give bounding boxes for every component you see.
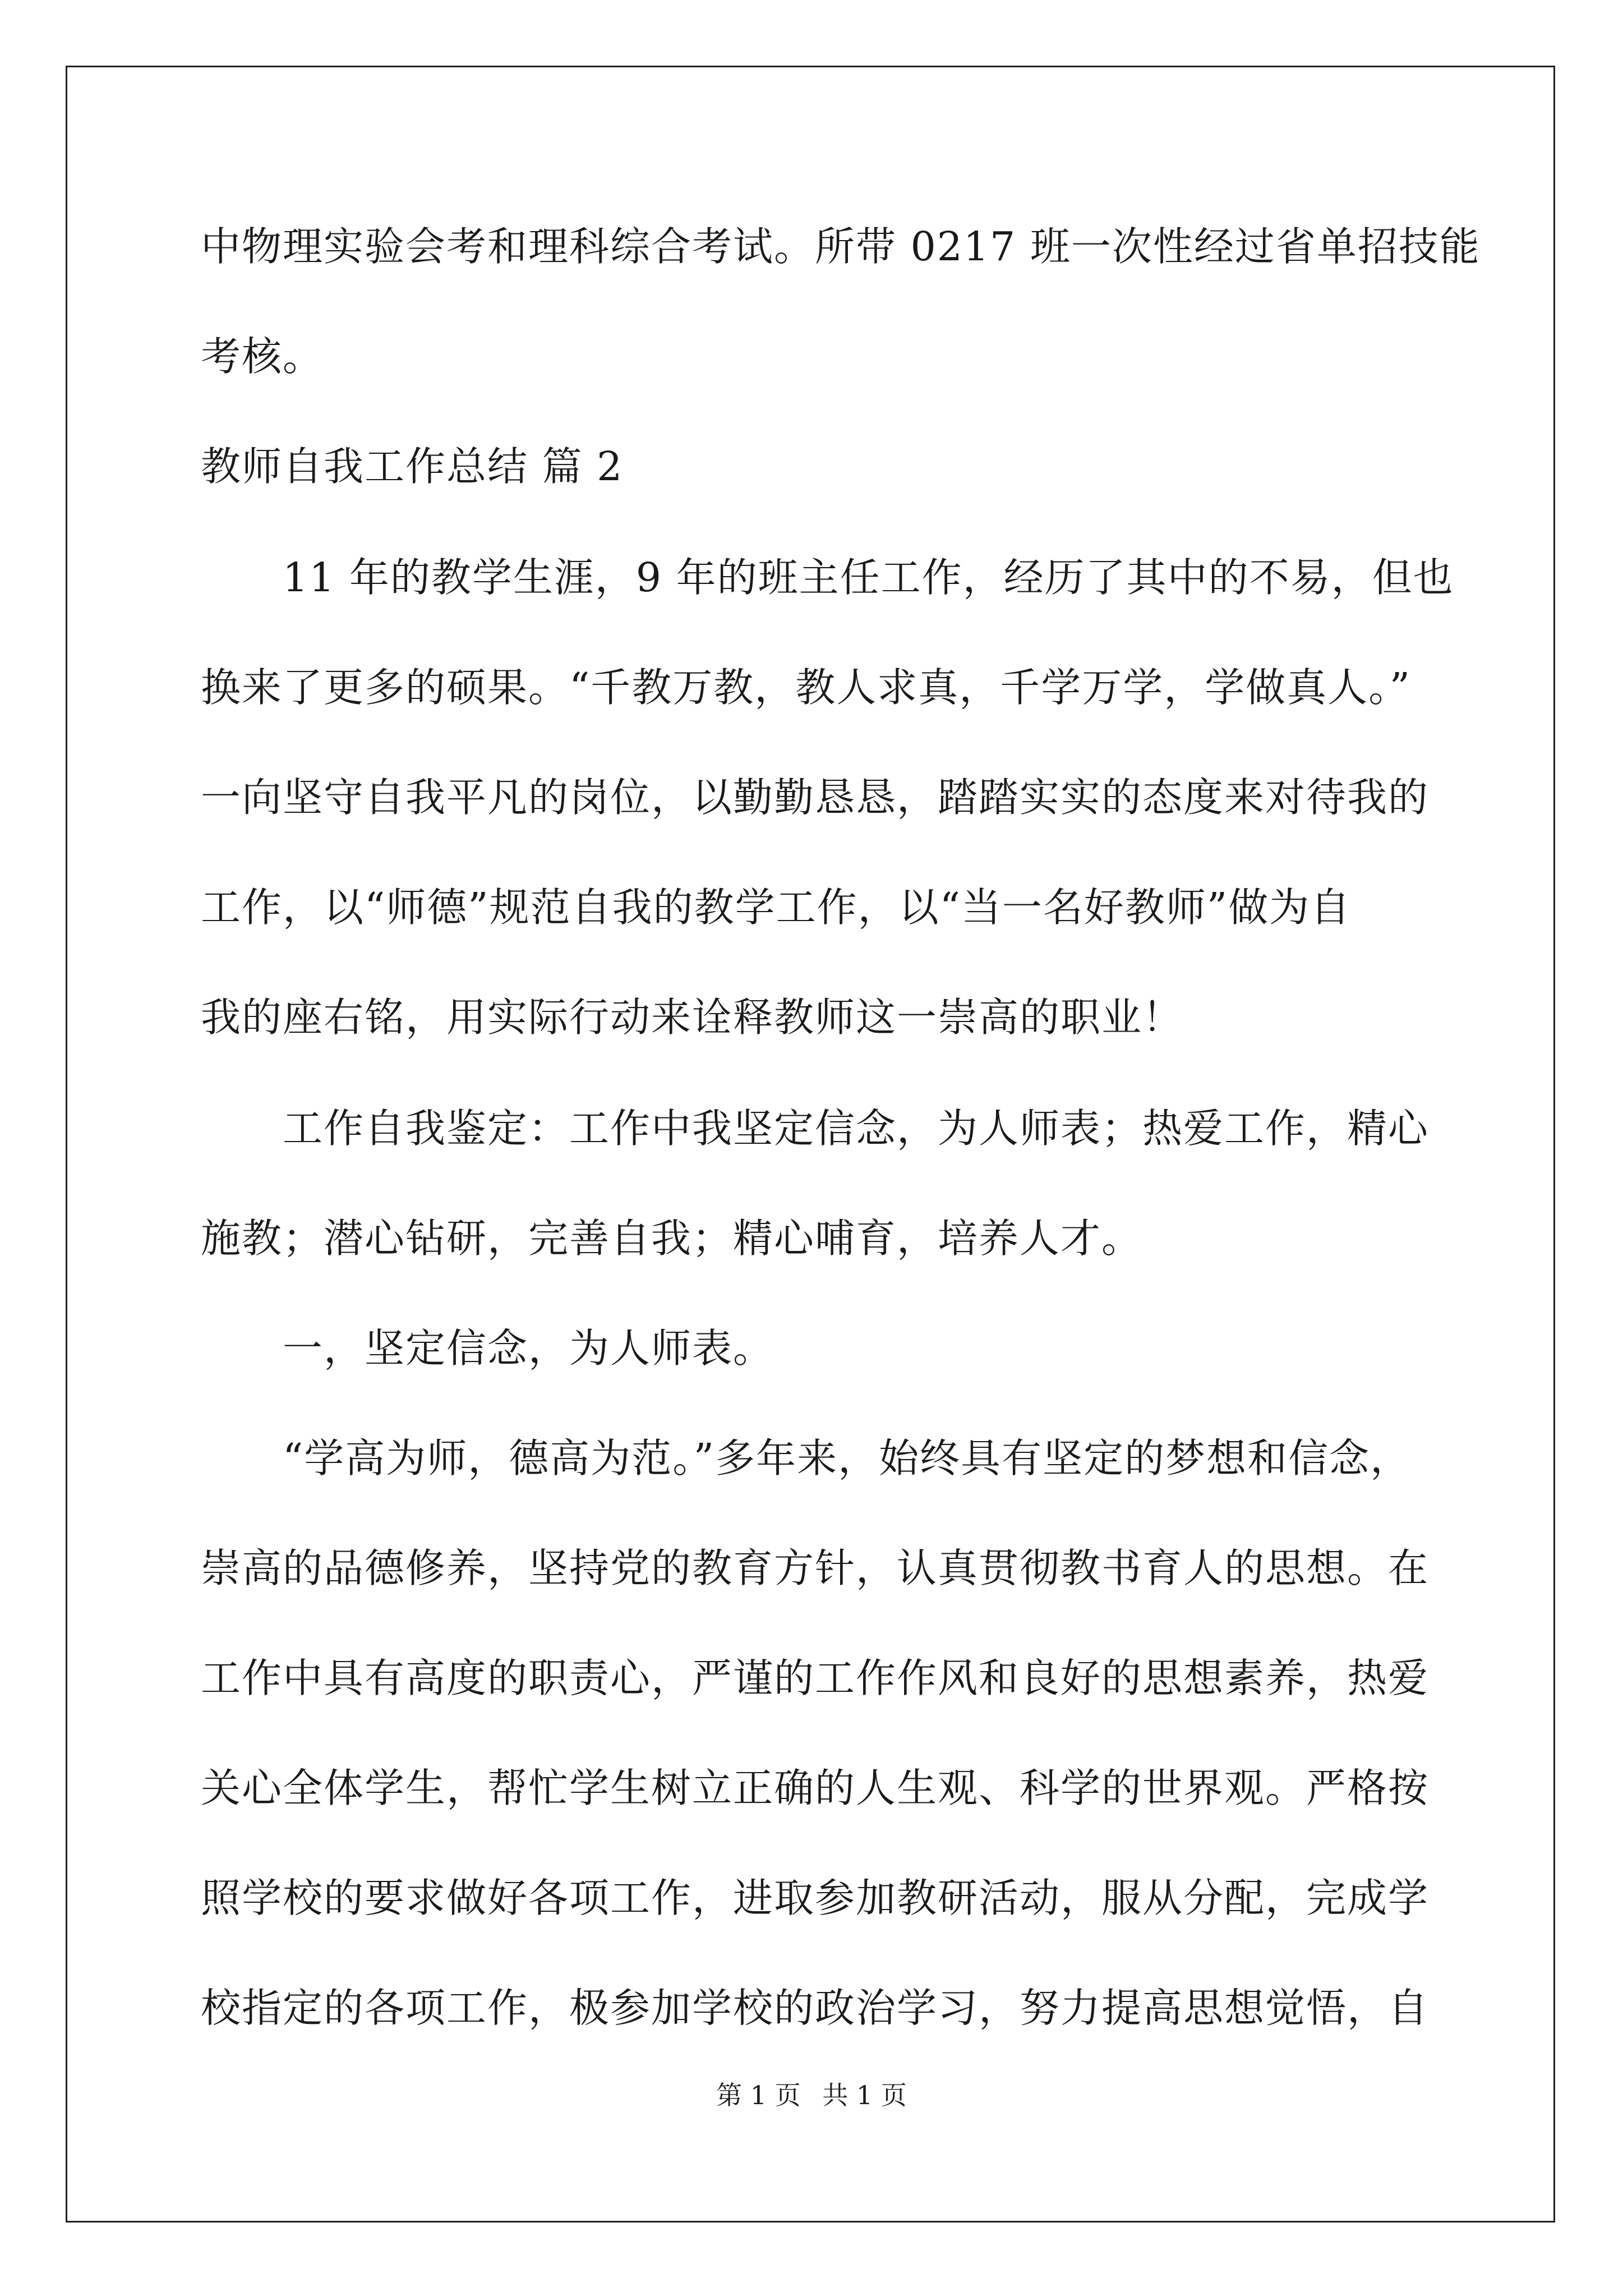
text-line: 照学校的要求做好各项工作，进取参加教研活动，服从分配，完成学 (201, 1875, 1430, 1921)
text-line: 工作自我鉴定：工作中我坚定信念，为人师表；热爱工作，精心 (201, 1105, 1430, 1152)
text-line: 崇高的品德修养，坚持党的教育方针，认真贯彻教书育人的思想。在 (201, 1545, 1430, 1591)
page-number: 第 1 页 (716, 2080, 801, 2110)
text-line: 考核。 (201, 333, 324, 380)
text-line: 换来了更多的硕果。“千教万教，教人求真，千学万学，学做真人。” (201, 664, 1412, 711)
text-line: 我的座右铭，用实际行动来诠释教师这一崇高的职业！ (201, 994, 1184, 1041)
section-heading: 教师自我工作总结 篇 2 (201, 443, 624, 490)
text-line: 工作，以“师德”规范自我的教学工作，以“当一名好教师”做为自 (201, 884, 1352, 931)
text-line: 工作中具有高度的职责心，严谨的工作作风和良好的思想素养，热爱 (201, 1655, 1430, 1701)
text-line: “学高为师，德高为范。”多年来，始终具有坚定的梦想和信念， (201, 1435, 1412, 1481)
page-footer (0, 2078, 1623, 2112)
text-line: 中物理实验会考和理科综合考试。所带 0217 班一次性经过省单招技能 (201, 223, 1481, 270)
text-line: 关心全体学生，帮忙学生树立正确的人生观、科学的世界观。严格按 (201, 1765, 1430, 1811)
text-line: 11 年的教学生涯，9 年的班主任工作，经历了其中的不易，但也 (201, 554, 1454, 601)
text-line: 校指定的各项工作，极参加学校的政治学习，努力提高思想觉悟，自 (201, 1985, 1430, 2031)
text-line: 一向坚守自我平凡的岗位，以勤勤恳恳，踏踏实实的态度来对待我的 (201, 774, 1430, 821)
page-total: 共 1 页 (822, 2080, 907, 2110)
text-line: 施教；潜心钻研，完善自我；精心哺育，培养人才。 (201, 1215, 1143, 1262)
section-subheading: 一，坚定信念，为人师表。 (201, 1325, 774, 1372)
